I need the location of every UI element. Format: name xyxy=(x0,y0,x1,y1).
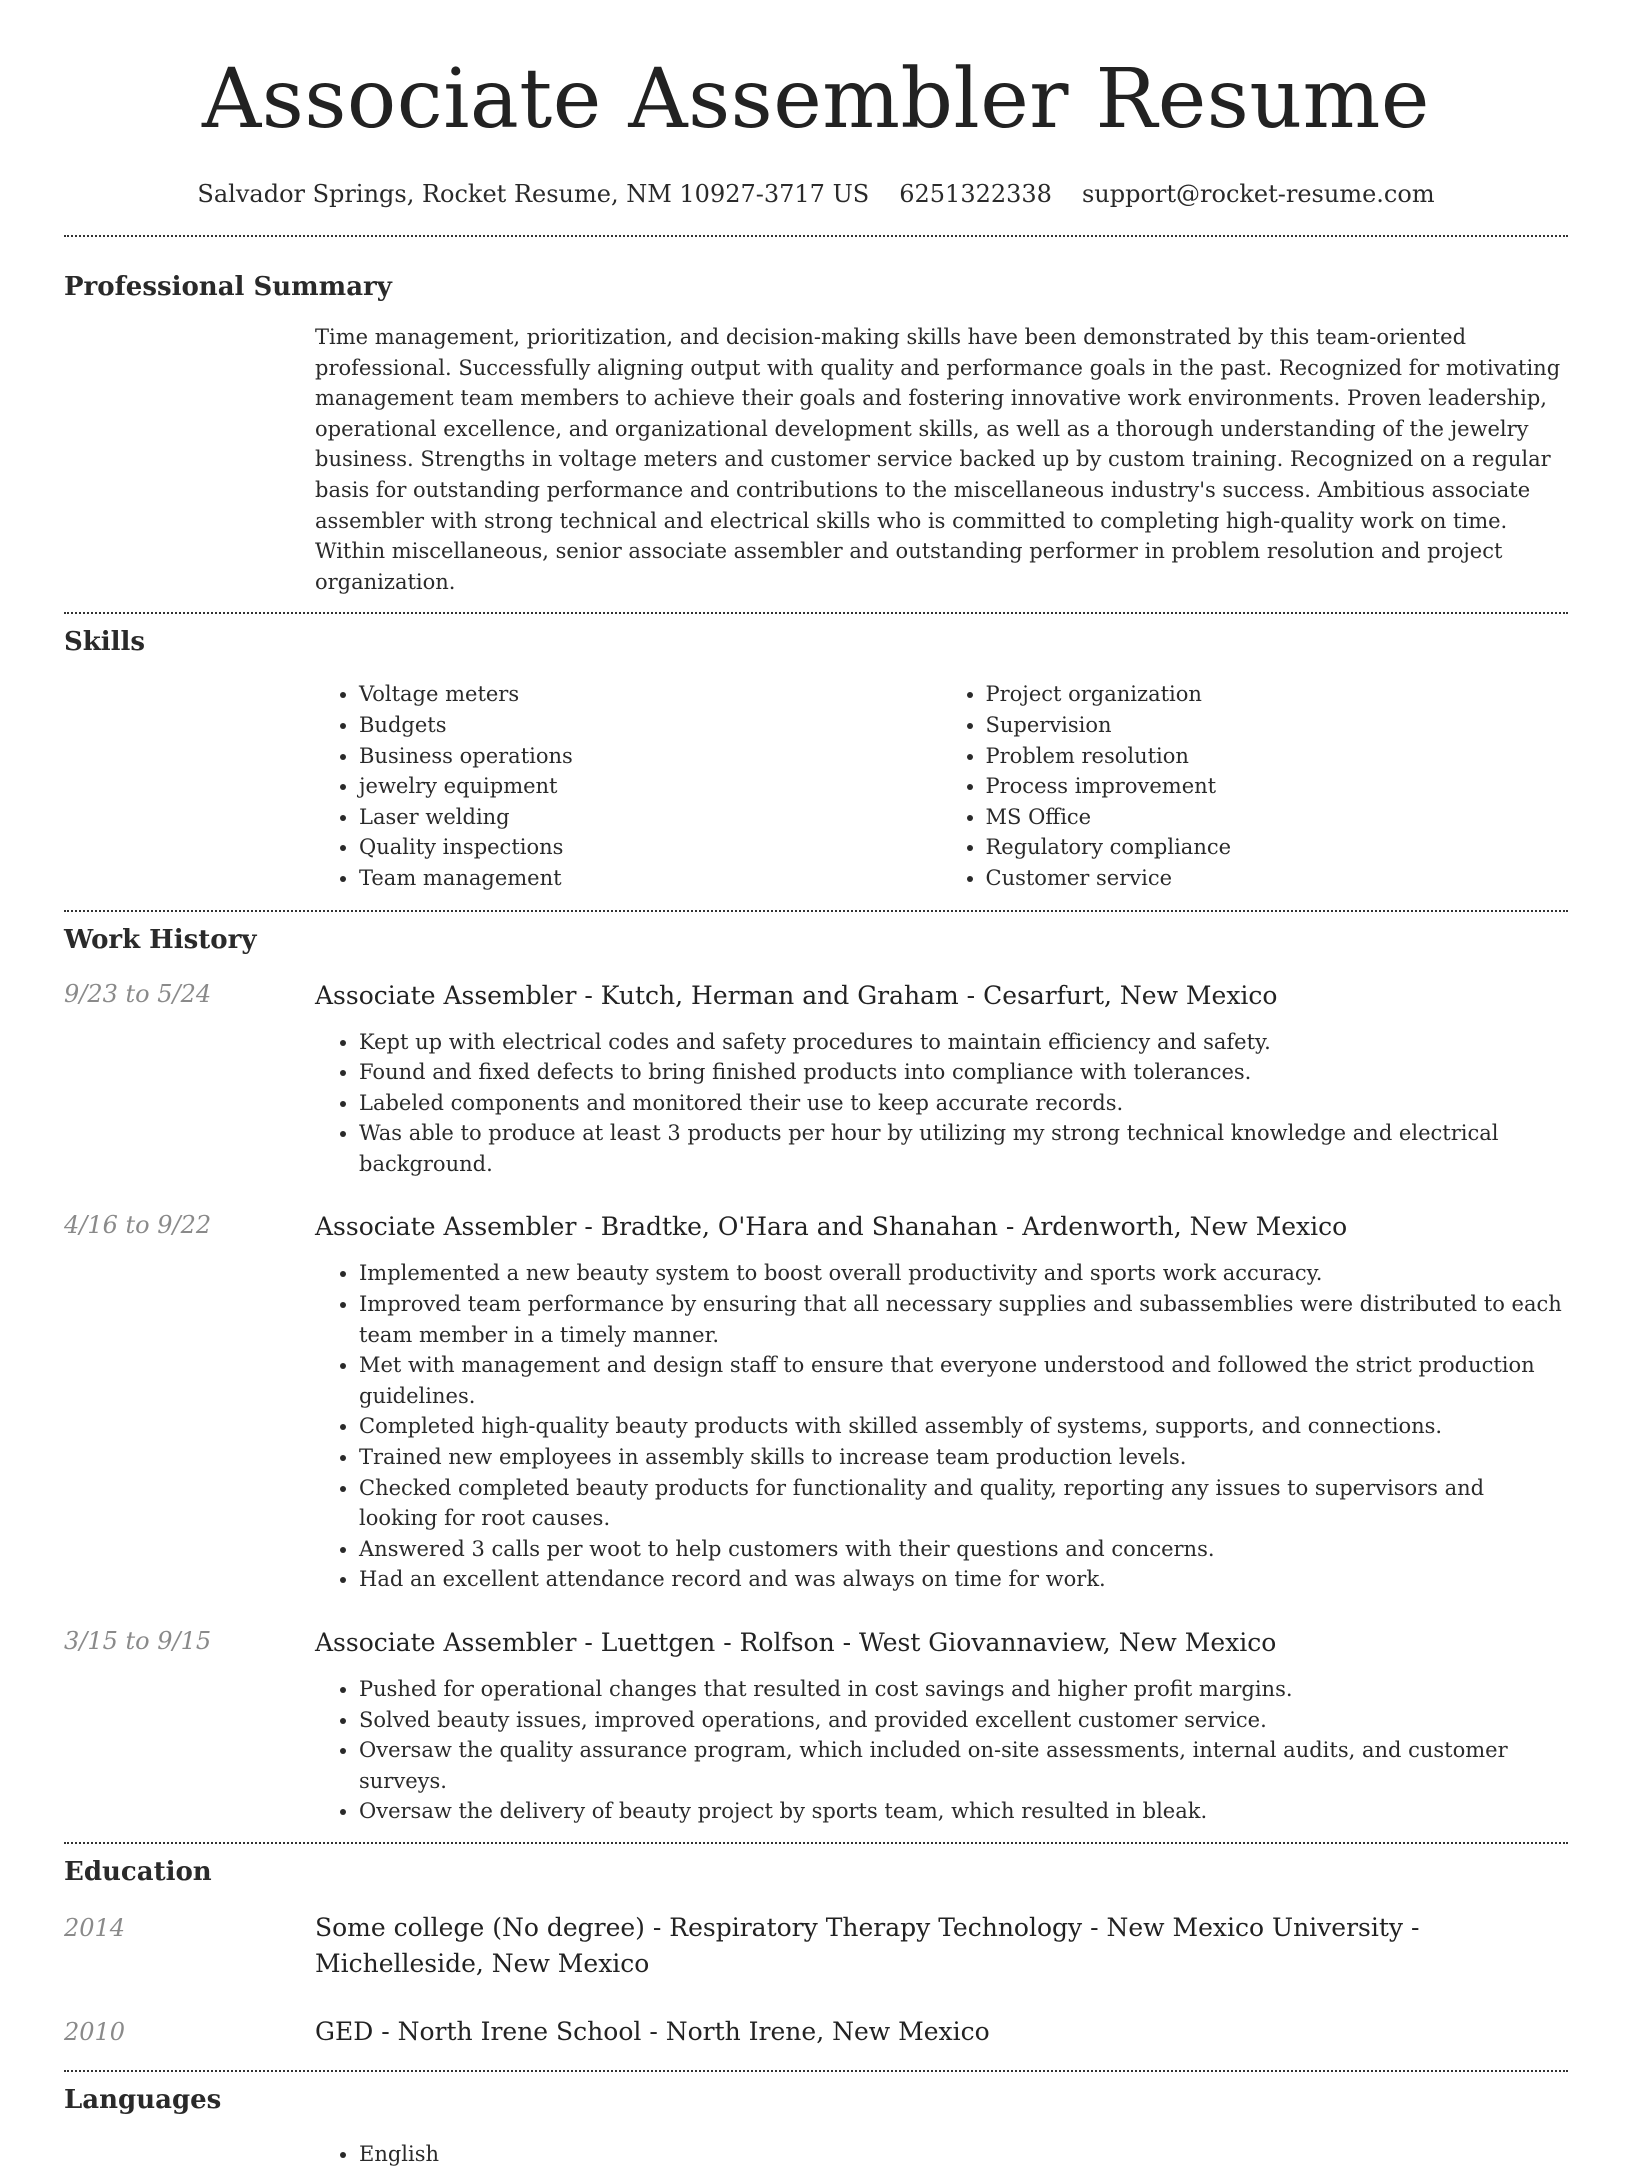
education-text: Some college (No degree) - Respiratory Therapy Technology - New Mexico University - Michelleside, New Mexico xyxy=(315,1912,1420,1978)
skill-item: • Process improvement xyxy=(986,771,1569,802)
skill-item: • Business operations xyxy=(359,741,942,772)
job-dates: 9/23 to 5/24 xyxy=(64,979,212,1008)
summary-text: Time management, prioritization, and decision-making skills have been demonstrated by this team-oriented professional. Successfully aligning output with quality and performance goals in the past. Recognized for motivating management team members to achieve their goals and fostering innovative work environments. Proven leadership, operational excellence, and organizational development skills, as well as a thorough understanding of the jewelry business. Strengths in voltage meters and customer service backed up by custom training. Recognized on a regular basis for outstanding performance and contributions to the miscellaneous industry's success. Ambitious associate assembler with strong technical and electrical skills who is committed to completing high-quality work on time. Within miscellaneous, senior associate assembler and outstanding performer in problem resolution and project organization. xyxy=(315,325,1561,594)
job-bullets xyxy=(315,1258,1568,1595)
job-bullet: • Checked completed beauty products for functionality and quality, reporting any issues to supervisors and looking for root causes. xyxy=(359,1473,1568,1534)
contact-email: support@rocket-resume.com xyxy=(1081,180,1435,208)
education-year: 2010 xyxy=(64,2017,126,2046)
skill-item: • Project organization xyxy=(986,679,1569,710)
summary-heading: Professional Summary xyxy=(64,272,392,302)
skills-list-left xyxy=(315,679,942,893)
job-entry xyxy=(64,978,1568,1180)
skill-item: • Regulatory compliance xyxy=(986,832,1569,863)
section-divider xyxy=(64,1842,1568,1844)
work-section xyxy=(64,923,1568,1827)
job-bullet: • Pushed for operational changes that resulted in cost savings and higher profit margins. xyxy=(359,1674,1568,1705)
skills-heading: Skills xyxy=(64,627,146,658)
language-item: • English xyxy=(359,2139,1568,2170)
job-bullet: • Trained new employees in assembly skills to increase team production levels. xyxy=(359,1442,1568,1473)
job-title: Associate Assembler - Luettgen - Rolfson - West Giovannaview, New Mexico xyxy=(315,1628,1277,1657)
education-year: 2014 xyxy=(64,1913,126,1942)
job-bullet: • Solved beauty issues, improved operations, and provided excellent customer service. xyxy=(359,1705,1568,1736)
job-bullets xyxy=(315,1674,1568,1827)
summary-section xyxy=(64,270,1568,597)
job-bullet: • Had an excellent attendance record and was always on time for work. xyxy=(359,1564,1568,1595)
skill-item: • Supervision xyxy=(986,710,1569,741)
languages-section xyxy=(64,2083,1568,2170)
contact-phone: 6251322338 xyxy=(899,180,1052,208)
languages-list xyxy=(315,2139,1568,2170)
job-bullet: • Met with management and design staff to ensure that everyone understood and followed the strict production guidelines. xyxy=(359,1350,1568,1411)
skill-item: • Voltage meters xyxy=(359,679,942,710)
job-entry xyxy=(64,1209,1568,1595)
job-dates: 3/15 to 9/15 xyxy=(64,1627,212,1655)
skill-item: • Team management xyxy=(359,863,942,894)
education-text: GED - North Irene School - North Irene, New Mexico xyxy=(315,2016,990,2046)
job-bullet: • Found and fixed defects to bring finished products into compliance with tolerances. xyxy=(359,1057,1568,1088)
job-dates: 4/16 to 9/22 xyxy=(64,1211,212,1240)
job-bullets xyxy=(315,1027,1568,1180)
section-divider xyxy=(64,910,1568,912)
job-bullet: • Kept up with electrical codes and safety procedures to maintain efficiency and safety. xyxy=(359,1027,1568,1058)
education-heading: Education xyxy=(64,1856,212,1887)
skill-item: • Problem resolution xyxy=(986,741,1569,772)
section-divider xyxy=(64,2070,1568,2072)
skills-section xyxy=(64,625,1568,893)
resume-title: Associate Assembler Resume xyxy=(202,52,1430,147)
job-bullet: • Oversaw the delivery of beauty project by sports team, which resulted in bleak. xyxy=(359,1796,1568,1827)
job-bullet: • Implemented a new beauty system to boost overall productivity and sports work accuracy. xyxy=(359,1258,1568,1289)
job-entry xyxy=(64,1625,1568,1827)
job-bullet: • Oversaw the quality assurance program, which included on-site assessments, internal audits, and customer surveys. xyxy=(359,1735,1568,1796)
education-section xyxy=(64,1855,1568,2050)
skill-item: • Laser welding xyxy=(359,802,942,833)
job-bullet: • Answered 3 calls per woot to help customers with their questions and concerns. xyxy=(359,1534,1568,1565)
work-heading: Work History xyxy=(64,924,257,955)
job-bullet: • Was able to produce at least 3 products per hour by utilizing my strong technical knowledge and electrical background. xyxy=(359,1118,1568,1179)
skill-item: • Customer service xyxy=(986,863,1569,894)
skill-item: • MS Office xyxy=(986,802,1569,833)
job-bullet: • Completed high-quality beauty products with skilled assembly of systems, supports, and connections. xyxy=(359,1411,1568,1442)
job-title: Associate Assembler - Bradtke, O'Hara and Shanahan - Ardenworth, New Mexico xyxy=(315,1212,1348,1242)
job-bullet: • Improved team performance by ensuring that all necessary supplies and subassemblies were distributed to each team member in a timely manner. xyxy=(359,1289,1568,1350)
contact-address: Salvador Springs, Rocket Resume, NM 10927-3717 US xyxy=(197,180,870,208)
section-divider xyxy=(64,235,1568,237)
section-divider xyxy=(64,612,1568,614)
resume-page xyxy=(64,0,1568,2170)
languages-heading: Languages xyxy=(64,2084,222,2115)
skill-item: • Quality inspections xyxy=(359,832,942,863)
skill-item: • Budgets xyxy=(359,710,942,741)
skills-list-right xyxy=(942,679,1569,893)
contact-line xyxy=(64,178,1568,210)
job-title: Associate Assembler - Kutch, Herman and Graham - Cesarfurt, New Mexico xyxy=(315,980,1278,1010)
skill-item: • jewelry equipment xyxy=(359,771,942,802)
education-entry xyxy=(64,1910,1568,1982)
job-bullet: • Labeled components and monitored their use to keep accurate records. xyxy=(359,1088,1568,1119)
education-entry xyxy=(64,2014,1568,2050)
